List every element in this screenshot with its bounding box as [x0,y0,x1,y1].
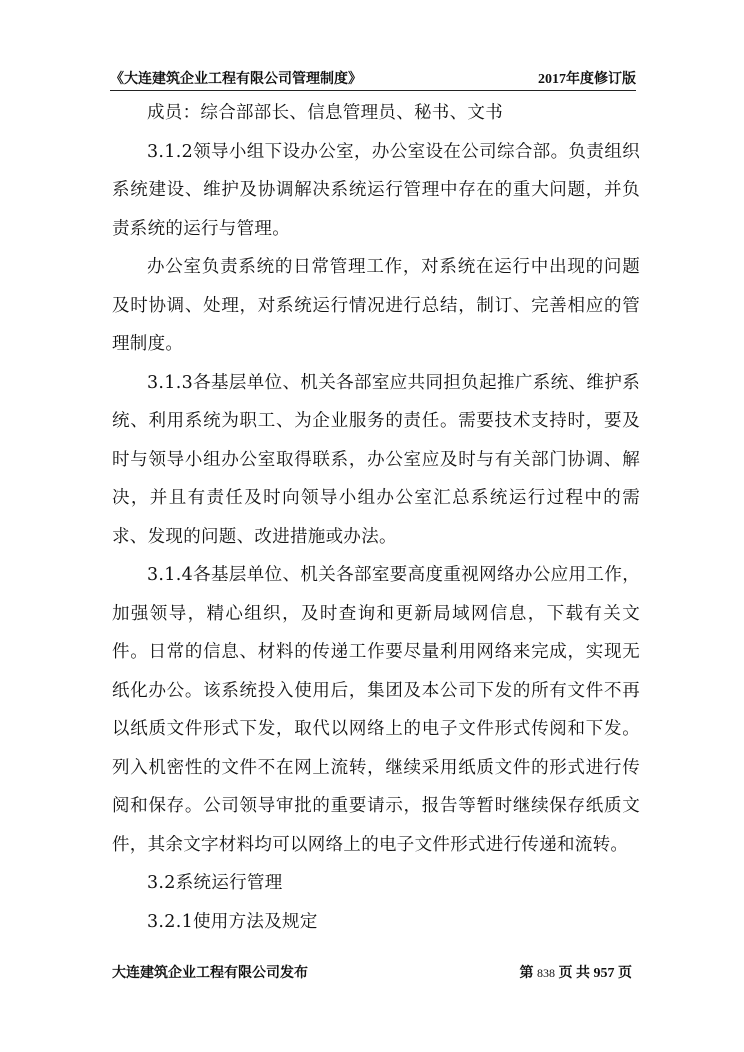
section-heading-3-2-1: 3.2.1使用方法及规定 [147,911,318,932]
paragraph-members: 成员：综合部部长、信息管理员、秘书、文书 [147,103,503,123]
publisher-label: 大连建筑企业工程有限公司发布 [112,966,308,981]
document-title: 《大连建筑企业工程有限公司管理制度》 [110,72,362,87]
page-suffix: 页 [618,966,632,981]
page-indicator [520,962,633,982]
page-prefix: 第 [519,966,534,981]
paragraph-3-1-4: 3.1.4各基层单位、机关各部室要高度重视网络办公应用工作，加强领导，精心组织，及时查询和更新局域网信息，下载有关文件。日常的信息、材料的传递工作要尽量利用网络来完成，实现无纸化办公。该系统投入使用后，集团及本公司下发的所有文件不再以纸质文件形式下发，取代以网络上的电子文件形式传阅和下发。列入机密性的文件不在网上流转，继续采用纸质文件的形式进行传阅和保存。公司领导审批的重要请示，报告等暂时继续保存纸质文件，其余文字材料均可以网络上的电子文件形式进行传递和流转。 [112,565,640,855]
total-pages: 957 [593,966,615,981]
section-heading-3-2: 3.2系统运行管理 [147,873,283,893]
document-body [112,94,640,941]
paragraph-3-1-2: 3.1.2领导小组下设办公室，办公室设在公司综合部。负责组织系统建设、维护及协调解决系统运行管理中存在的重大问题，并负责系统的运行与管理。 [112,141,640,239]
paragraph-3-1-3: 3.1.3各基层单位、机关各部室应共同担负起推广系统、维护系统、利用系统为职工、为企业服务的责任。需要技术支持时，要及时与领导小组办公室取得联系，办公室应及时与有关部门协调、解决，并且有责任及时向领导小组办公室汇总系统运行过程中的需求、发现的问题、改进措施或办法。 [112,372,640,547]
page-header [110,66,636,91]
paragraph-office-duties: 办公室负责系统的日常管理工作，对系统在运行中出现的问题及时协调、处理，对系统运行情况进行总结，制订、完善相应的管理制度。 [112,257,640,354]
page-number: 838 [537,966,555,980]
edition-label: 2017年度修订版 [538,72,636,87]
page-mid: 页 共 [558,966,590,981]
